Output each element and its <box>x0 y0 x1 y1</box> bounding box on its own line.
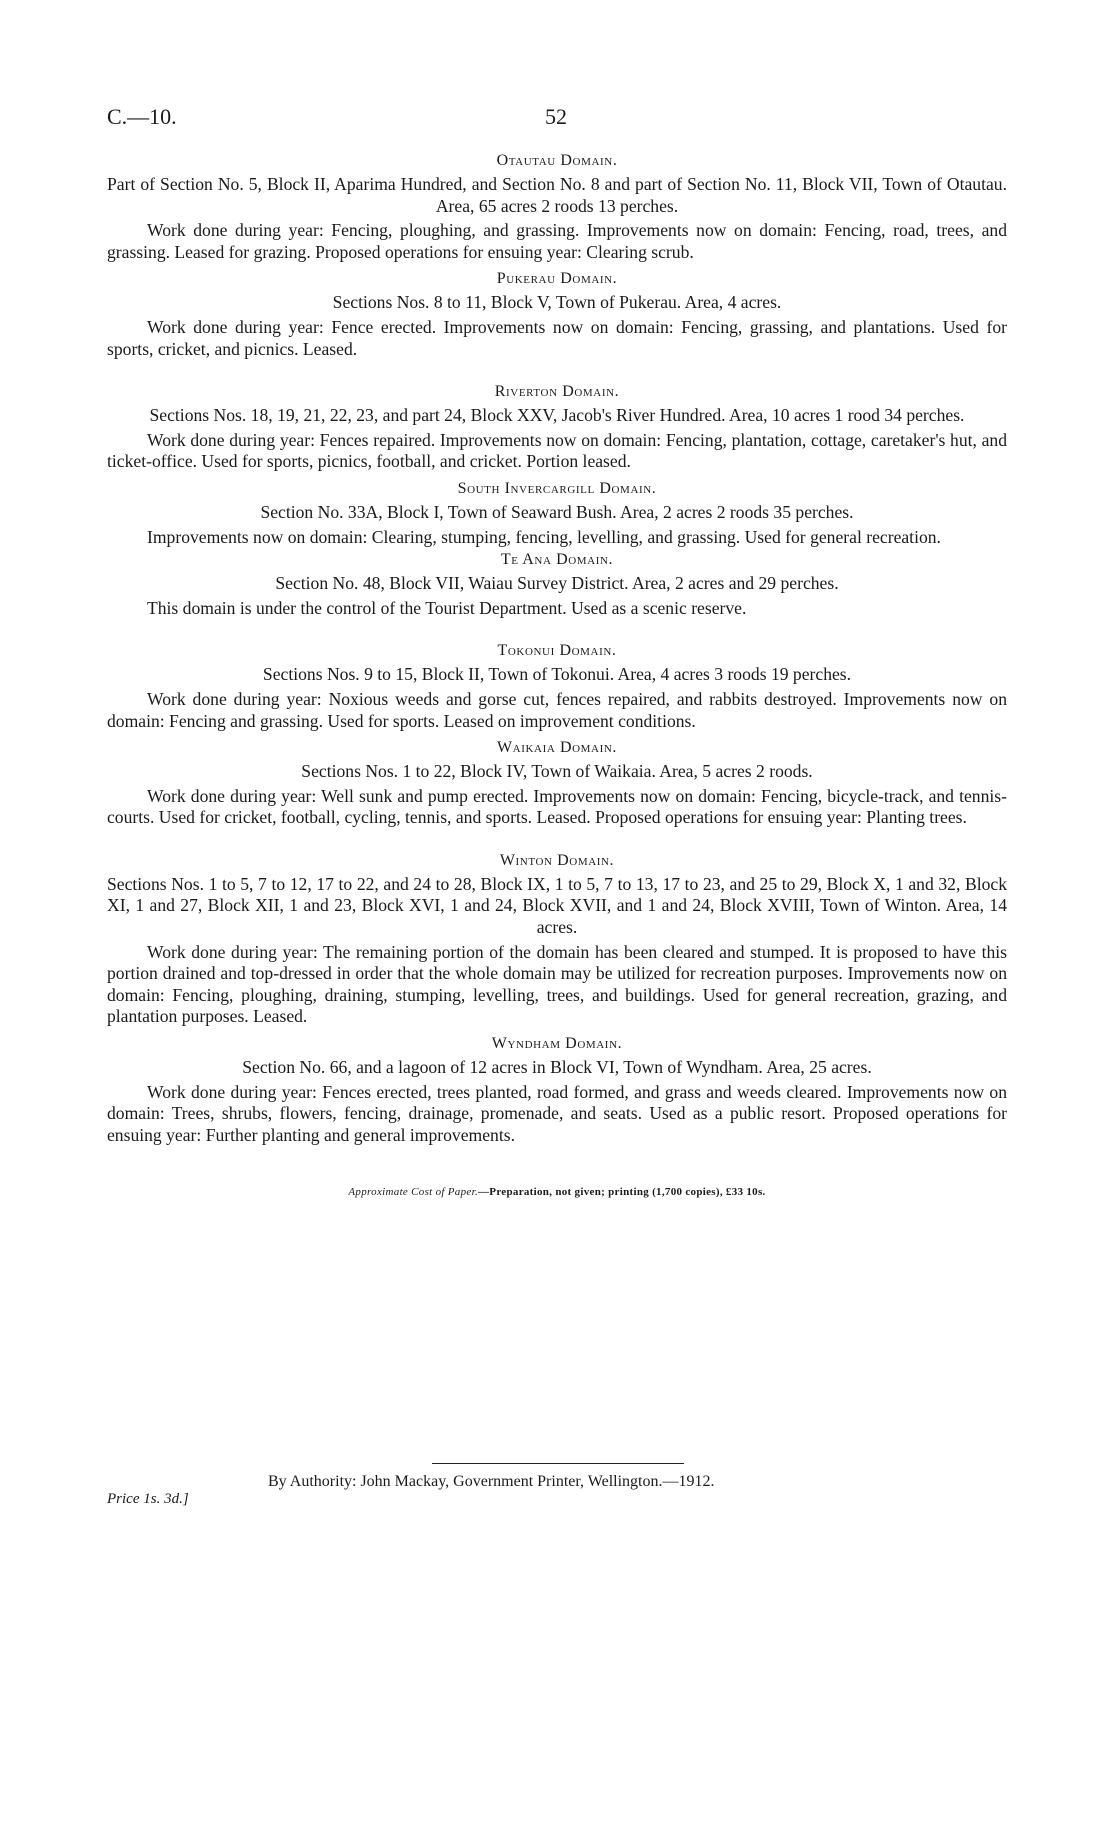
domain-text: Improvements now on domain: Clearing, stumping, fencing, levelling, and grassing. Used for general recreation. <box>147 526 941 547</box>
domain-waikaia <box>107 739 1007 829</box>
domain-winton <box>107 852 1007 1028</box>
domain-section: Sections Nos. 1 to 5, 7 to 12, 17 to 22, and 24 to 28, Block IX, 1 to 5, 7 to 13, 17 to 23, and 25 to 29, Block X, 1 and 32, Block XI, 1 and 27, Block XII, 1 and 23, Block XVI, 1 and 24, Block XVII, and 1 and 24, Block XVIII, Town of Winton. Area, 14 acres. <box>107 873 1007 938</box>
domain-te-ana <box>107 551 1007 619</box>
domain-section: Section No. 33A, Block I, Town of Seaward Bush. Area, 2 acres 2 roods 35 perches. <box>260 501 854 522</box>
document-reference: C.—10. <box>107 104 177 129</box>
domain-heading: Otautau Domain. <box>496 152 618 169</box>
domain-section: Section No. 66, and a lagoon of 12 acres in Block VI, Town of Wyndham. Area, 25 acres. <box>242 1057 872 1078</box>
domain-heading: Riverton Domain. <box>494 383 620 401</box>
domain-section: Part of Section No. 5, Block II, Aparima Hundred, and Section No. 8 and part of Section No. 11, Block VII, Town of Otautau. Area, 65 acres 2 roods 13 perches. <box>107 174 1007 216</box>
domain-wyndham <box>107 1035 1007 1146</box>
domain-text: Work done during year: Fences erected, trees planted, road formed, and grass and weeds cleared. Improvements now on domain: Trees, shrubs, flowers, fencing, drainage, promenade, and seats. Used as a public resort. Proposed operations for ensuing year: Further planting and general improvements. <box>107 1081 1007 1145</box>
price-note: Price 1s. 3d.] <box>107 1491 189 1507</box>
page-body <box>107 152 1007 1204</box>
domain-riverton <box>107 383 1007 473</box>
domain-otautau <box>107 152 1007 263</box>
domain-heading: Te Ana Domain. <box>500 551 614 569</box>
domain-tokonui <box>107 642 1007 732</box>
page-number: 52 <box>545 104 567 129</box>
domain-heading: Winton Domain. <box>499 851 615 869</box>
domain-text: This domain is under the control of the Tourist Department. Used as a scenic reserve. <box>147 597 747 618</box>
paper-cost-note <box>107 1182 1007 1204</box>
paper-cost-text: —Preparation, not given; printing (1,700 copies), £33 10s. <box>478 1186 766 1199</box>
domain-section: Section No. 48, Block VII, Waiau Survey District. Area, 2 acres and 29 perches. <box>275 573 839 594</box>
domain-heading: South Invercargill Domain. <box>457 479 657 497</box>
domain-heading: Wyndham Domain. <box>491 1035 623 1053</box>
domain-heading: Tokonui Domain. <box>497 642 617 660</box>
domain-heading: Pukerau Domain. <box>496 270 618 288</box>
domain-text: Work done during year: Well sunk and pump erected. Improvements now on domain: Fencing, bicycle-track, and tennis-courts. Used for cricket, football, cycling, tennis, and sports. Leased. Proposed operations for ensuing year: Planting trees. <box>107 785 1007 828</box>
page-header <box>107 104 1007 134</box>
domain-section: Sections Nos. 8 to 11, Block V, Town of Pukerau. Area, 4 acres. <box>332 292 782 313</box>
domain-south-invercargill <box>107 480 1007 548</box>
printer-authority: By Authority: John Mackay, Government Printer, Wellington.—1912. <box>268 1473 715 1490</box>
domain-section: Sections Nos. 9 to 15, Block II, Town of Tokonui. Area, 4 acres 3 roods 19 perches. <box>262 664 852 685</box>
domain-section: Sections Nos. 18, 19, 21, 22, 23, and part 24, Block XXV, Jacob's River Hundred. Area, 10 acres 1 rood 34 perches. <box>149 405 965 426</box>
domain-text: Work done during year: Fence erected. Improvements now on domain: Fencing, grassing, and plantations. Used for sports, cricket, and picnics. Leased. <box>107 316 1007 359</box>
paper-cost-label: Approximate Cost of Paper. <box>348 1186 478 1199</box>
domain-text: Work done during year: Fencing, ploughing, and grassing. Improvements now on domain: Fencing, road, trees, and grassing. Leased for grazing. Proposed operations for ensuing year: Clearing scrub. <box>107 220 1007 262</box>
domain-text: Work done during year: Fences repaired. Improvements now on domain: Fencing, plantation, cottage, caretaker's hut, and ticket-office. Used for sports, picnics, football, and cricket. Portion leased. <box>107 429 1007 472</box>
footer-divider <box>432 1463 684 1464</box>
domain-heading: Waikaia Domain. <box>496 739 618 757</box>
domain-text: Work done during year: Noxious weeds and gorse cut, fences repaired, and rabbits destroyed. Improvements now on domain: Fencing and grassing. Used for sports. Leased on improvement conditions. <box>107 688 1007 731</box>
domain-section: Sections Nos. 1 to 22, Block IV, Town of Waikaia. Area, 5 acres 2 roods. <box>301 761 813 782</box>
domain-text: Work done during year: The remaining portion of the domain has been cleared and stumped. It is proposed to have this portion drained and top-dressed in order that the whole domain may be utilized for recreation purposes. Improvements now on domain: Fencing, ploughing, draining, stumping, levelling, trees, and buildings. Used for general recreation, grazing, and plantation purposes. Leased. <box>107 941 1007 1027</box>
domain-pukerau <box>107 270 1007 360</box>
